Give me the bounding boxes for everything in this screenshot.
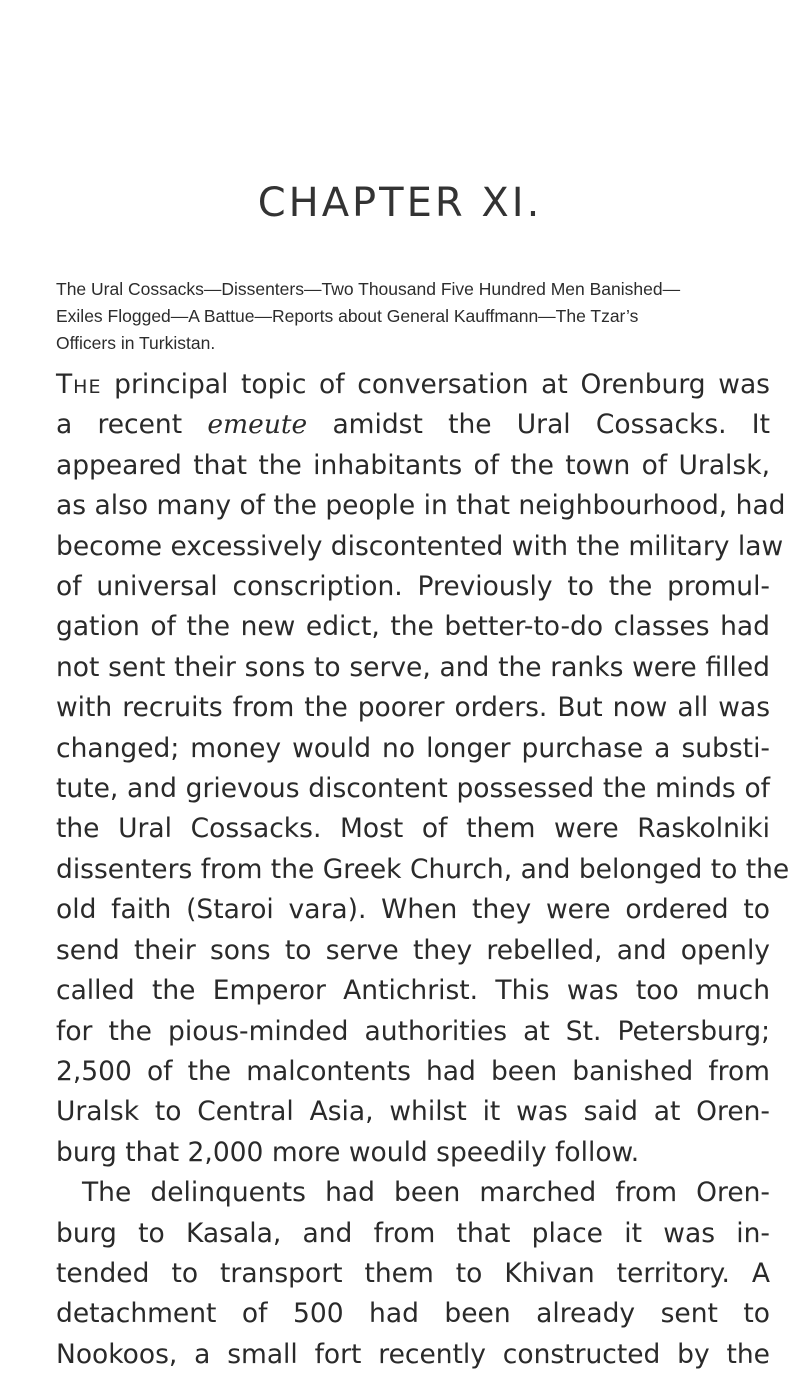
- body-line: become excessively discontented with the military law: [56, 530, 784, 562]
- body-line: Nookoos, a small fort recently constructed by the: [56, 1338, 770, 1370]
- body-line: the Ural Cossacks. Most of them were Raskolniki: [56, 813, 770, 845]
- body-line-text: a recent: [56, 409, 208, 441]
- body-line: as also many of the people in that neighbourhood, had: [56, 490, 786, 522]
- body-line: [56, 405, 770, 445]
- body-line: burg to Kasala, and from that place it was in-: [56, 1217, 770, 1249]
- synopsis-line: Exiles Flogged—A Battue—Reports about General Kauffmann—The Tzar’s: [56, 306, 639, 326]
- synopsis-line: Officers in Turkistan.: [56, 333, 216, 353]
- body-line: gation of the new edict, the better-to-do classes had: [56, 611, 770, 643]
- body-line-text: principal topic of conversation at Orenburg was: [101, 369, 770, 400]
- chapter-synopsis: [56, 276, 768, 357]
- body-line: of universal conscription. Previously to the promul-: [56, 571, 770, 603]
- body-line-text: amidst the Ural Cossacks. It: [307, 409, 770, 441]
- opening-word: The: [56, 369, 102, 400]
- body-line: dissenters from the Greek Church, and belonged to the: [56, 853, 790, 885]
- body-line: tended to transport them to Khivan territory. A: [56, 1257, 770, 1289]
- body-line: burg that 2,000 more would speedily follow.: [56, 1136, 640, 1168]
- body-line: old faith (Staroi vara). When they were ordered to: [56, 894, 770, 926]
- body-line: for the pious-minded authorities at St. Petersburg;: [56, 1015, 770, 1047]
- body-paragraphs: [56, 365, 790, 1375]
- body-line: [56, 365, 770, 405]
- body-line: appeared that the inhabitants of the town of Uralsk,: [56, 449, 770, 481]
- body-line: detachment of 500 had been already sent to: [56, 1298, 770, 1330]
- italic-word: emeute: [207, 409, 308, 441]
- body-line: with recruits from the poorer orders. But now all was: [56, 692, 770, 724]
- body-line: tute, and grievous discontent possessed the minds of: [56, 773, 770, 805]
- body-line: called the Emperor Antichrist. This was too much: [56, 975, 770, 1007]
- body-line: 2,500 of the malcontents had been banished from: [56, 1055, 770, 1087]
- chapter-heading: CHAPTER XI.: [257, 180, 543, 226]
- body-line: changed; money would no longer purchase a substi-: [56, 732, 770, 764]
- synopsis-line: The Ural Cossacks—Dissenters—Two Thousand Five Hundred Men Banished—: [56, 279, 681, 299]
- body-line: Uralsk to Central Asia, whilst it was said at Oren-: [56, 1096, 770, 1128]
- body-line: The delinquents had been marched from Oren-: [82, 1177, 770, 1209]
- body-line: not sent their sons to serve, and the ranks were filled: [56, 651, 770, 683]
- body-line: send their sons to serve they rebelled, and openly: [56, 934, 770, 966]
